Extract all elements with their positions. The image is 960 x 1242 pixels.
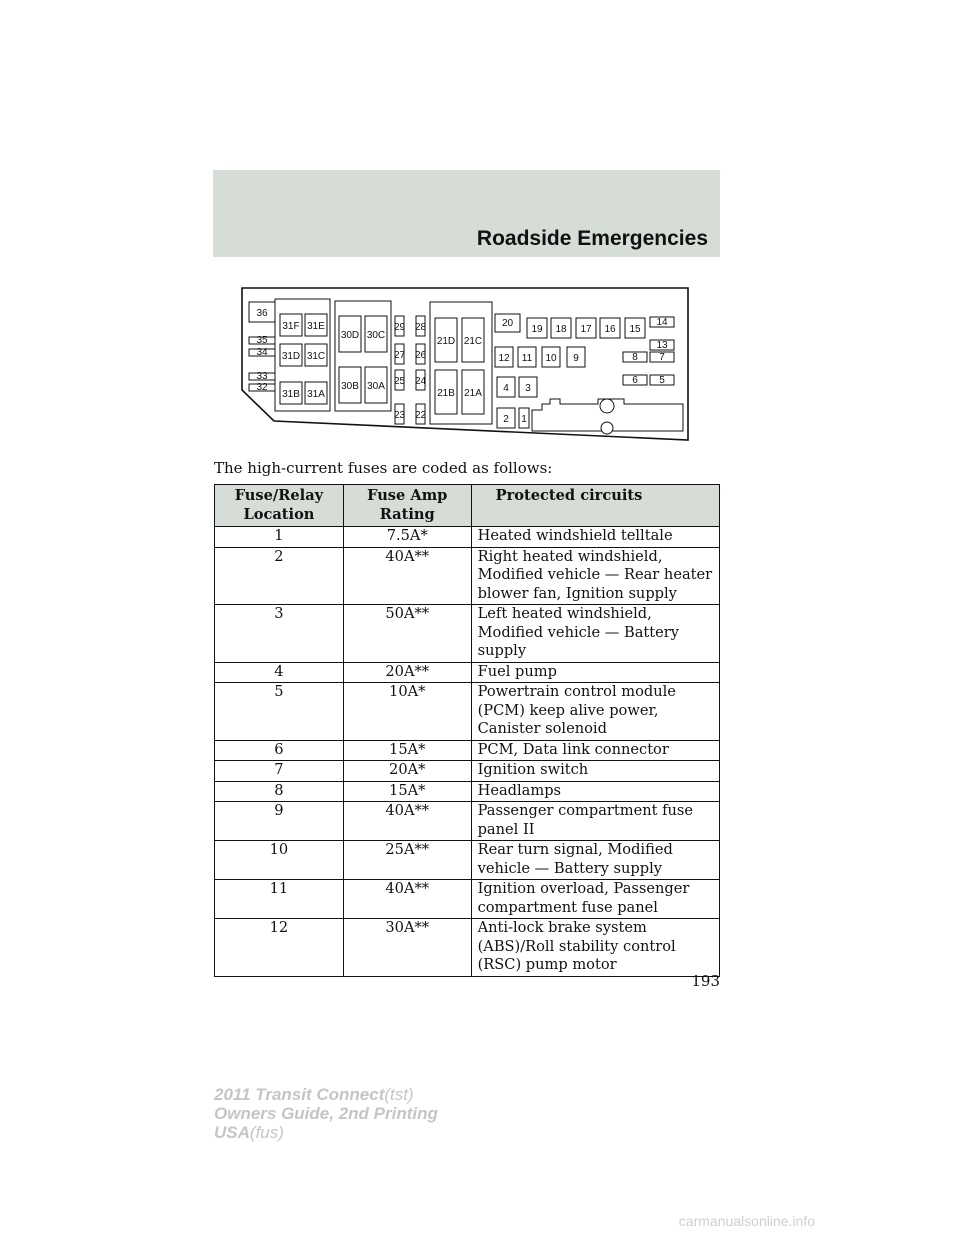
label-21D: 21D: [436, 336, 456, 347]
cell-circuits: Passenger compartment fuse panel II: [471, 802, 719, 841]
label-9: 9: [573, 353, 579, 364]
label-21B: 21B: [437, 388, 455, 399]
label-19: 19: [531, 324, 543, 335]
table-row: [215, 527, 720, 548]
label-17: 17: [580, 324, 592, 335]
cell-location: 7: [215, 761, 344, 782]
header-amp-rating: Fuse Amp Rating: [343, 485, 471, 527]
label-34: 34: [256, 347, 268, 358]
label-24: 24: [414, 376, 427, 387]
cell-amp: 20A**: [343, 662, 471, 683]
label-18: 18: [555, 324, 567, 335]
label-10: 10: [545, 353, 557, 364]
footer-model-code: (tst): [384, 1085, 414, 1104]
label-11: 11: [521, 353, 533, 364]
label-31D: 31D: [281, 351, 301, 362]
cell-circuits: Ignition overload, Passenger compartment fuse panel: [471, 880, 719, 919]
label-4: 4: [503, 383, 509, 394]
label-2: 2: [503, 414, 509, 425]
cell-circuits: Ignition switch: [471, 761, 719, 782]
cell-amp: 30A**: [343, 919, 471, 977]
table-row: [215, 919, 720, 977]
label-7: 7: [659, 352, 665, 363]
cell-circuits: Rear turn signal, Modified vehicle — Battery supply: [471, 841, 719, 880]
label-30C: 30C: [366, 330, 386, 341]
fuse-table: [214, 484, 720, 977]
label-36: 36: [256, 308, 268, 319]
table-row: [215, 841, 720, 880]
cell-location: 5: [215, 683, 344, 741]
table-row: [215, 547, 720, 605]
watermark: carmanualsonline.info: [678, 1213, 815, 1229]
label-20: 20: [501, 318, 514, 329]
label-30D: 30D: [340, 330, 360, 341]
table-row: [215, 605, 720, 663]
label-23: 23: [393, 410, 406, 421]
label-31C: 31C: [306, 351, 326, 362]
cell-location: 3: [215, 605, 344, 663]
label-12: 12: [498, 353, 510, 364]
cell-amp: 40A**: [343, 802, 471, 841]
connector-circle: [600, 399, 614, 413]
cell-location: 8: [215, 781, 344, 802]
label-28: 28: [414, 322, 427, 333]
cell-amp: 25A**: [343, 841, 471, 880]
cell-location: 2: [215, 547, 344, 605]
label-31B: 31B: [282, 389, 300, 400]
table-row: [215, 662, 720, 683]
label-5: 5: [659, 375, 665, 386]
cell-amp: 15A*: [343, 740, 471, 761]
cell-circuits: Anti-lock brake system (ABS)/Roll stability control (RSC) pump motor: [471, 919, 719, 977]
cell-amp: 20A*: [343, 761, 471, 782]
cell-circuits: Right heated windshield, Modified vehicle — Rear heater blower fan, Ignition supply: [471, 547, 719, 605]
label-35: 35: [256, 335, 268, 346]
footer-edition: Owners Guide, 2nd Printing: [214, 1104, 438, 1123]
cell-circuits: Fuel pump: [471, 662, 719, 683]
header-location: Fuse/Relay Location: [215, 485, 344, 527]
table-row: [215, 761, 720, 782]
label-30A: 30A: [367, 381, 385, 392]
table-row: [215, 802, 720, 841]
cell-circuits: Headlamps: [471, 781, 719, 802]
label-22: 22: [414, 410, 427, 421]
intro-text: The high-current fuses are coded as follows:: [214, 459, 553, 477]
section-header-band: [213, 170, 720, 257]
label-13: 13: [656, 340, 668, 351]
label-16: 16: [604, 324, 616, 335]
label-32: 32: [256, 382, 268, 393]
cell-location: 9: [215, 802, 344, 841]
connector-circle: [601, 422, 613, 434]
cell-location: 6: [215, 740, 344, 761]
label-27: 27: [393, 350, 406, 361]
label-31E: 31E: [307, 321, 325, 332]
cell-location: 11: [215, 880, 344, 919]
cell-amp: 40A**: [343, 880, 471, 919]
label-31A: 31A: [307, 389, 325, 400]
cell-amp: 50A**: [343, 605, 471, 663]
label-6: 6: [632, 375, 638, 386]
section-title: Roadside Emergencies: [476, 227, 708, 250]
footer-region: USA: [214, 1123, 250, 1142]
label-30B: 30B: [341, 381, 359, 392]
cell-circuits: Left heated windshield, Modified vehicle — Battery supply: [471, 605, 719, 663]
label-1: 1: [521, 414, 527, 425]
label-14: 14: [656, 317, 668, 328]
label-33: 33: [256, 371, 268, 382]
table-row: [215, 781, 720, 802]
label-31F: 31F: [282, 321, 300, 332]
table-row: [215, 683, 720, 741]
table-row: [215, 740, 720, 761]
label-8: 8: [632, 352, 638, 363]
cell-circuits: Powertrain control module (PCM) keep alive power, Canister solenoid: [471, 683, 719, 741]
label-25: 25: [393, 376, 406, 387]
fuse-box-diagram: [238, 286, 690, 442]
cell-amp: 10A*: [343, 683, 471, 741]
cell-location: 1: [215, 527, 344, 548]
label-15: 15: [629, 324, 641, 335]
table-header-row: [215, 485, 720, 527]
label-21A: 21A: [464, 388, 482, 399]
label-21C: 21C: [463, 336, 483, 347]
cell-amp: 40A**: [343, 547, 471, 605]
cell-amp: 7.5A*: [343, 527, 471, 548]
cell-location: 12: [215, 919, 344, 977]
footer-model: 2011 Transit Connect: [214, 1085, 385, 1104]
table-row: [215, 880, 720, 919]
cell-location: 10: [215, 841, 344, 880]
footer: [214, 1085, 438, 1142]
header-circuits: Protected circuits: [471, 485, 719, 527]
label-26: 26: [414, 350, 427, 361]
label-29: 29: [393, 322, 406, 333]
cell-location: 4: [215, 662, 344, 683]
label-3: 3: [525, 383, 531, 394]
cell-amp: 15A*: [343, 781, 471, 802]
page-number: 193: [691, 972, 720, 990]
cell-circuits: PCM, Data link connector: [471, 740, 719, 761]
footer-region-code: (fus): [249, 1123, 284, 1142]
cell-circuits: Heated windshield telltale: [471, 527, 719, 548]
